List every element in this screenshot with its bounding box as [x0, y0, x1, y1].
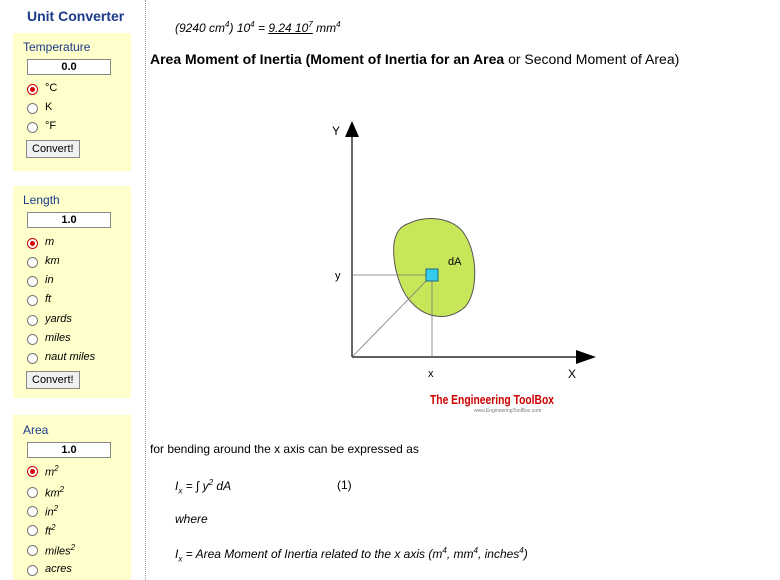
radio-label: $m^2$ [45, 464, 59, 479]
radio-label: m [45, 236, 55, 248]
sidebar [0, 0, 145, 580]
engineering-toolbox-url: www.EngineeringToolBox.com [474, 408, 542, 414]
temperature-panel [13, 33, 131, 171]
radio-label: miles$^2$ [45, 543, 76, 558]
radio-button[interactable] [27, 257, 38, 268]
radio-label: °F [45, 120, 57, 132]
x-coordinate-label: x [428, 368, 434, 380]
length-input[interactable]: 1.0 [27, 212, 111, 228]
page-title: Area Moment of Inertia (Moment of Inertia for an Area or Second Moment of Area) [150, 51, 680, 67]
engineering-toolbox-logo: The Engineering ToolBox [430, 392, 555, 407]
radio-button[interactable] [27, 276, 38, 287]
main-content [150, 0, 780, 580]
radio-button[interactable] [27, 353, 38, 364]
y-axis-arrow [345, 121, 359, 137]
area-panel [13, 415, 131, 580]
radio-button[interactable] [27, 545, 38, 556]
radio-button[interactable] [27, 334, 38, 345]
temperature-convert-button[interactable]: Convert! [26, 140, 80, 158]
radio-button-checked[interactable] [27, 84, 38, 95]
y-coordinate-label: y [335, 270, 341, 282]
unit-converter-title: Unit Converter [27, 8, 125, 24]
radio-label: acres [45, 563, 72, 575]
sidebar-divider [145, 0, 146, 580]
where-text: where [175, 512, 208, 526]
area-label: Area [23, 423, 49, 437]
radio-button[interactable] [27, 487, 38, 498]
radio-label: yards [45, 313, 72, 325]
radio-button-checked[interactable] [27, 238, 38, 249]
x-axis-label: X [568, 367, 577, 381]
x-axis-arrow [576, 350, 596, 364]
equation-number: (1) [337, 478, 352, 492]
radio-button[interactable] [27, 565, 38, 576]
radio-button[interactable] [27, 525, 38, 536]
conversion-formula: (9240 $cm^4$) $10^4 = 9.24$ $10^7$ $mm^4$ [175, 20, 341, 35]
radio-label: km [45, 255, 60, 267]
radio-button[interactable] [27, 122, 38, 133]
temperature-label: Temperature [23, 40, 91, 54]
radio-label: in [45, 274, 54, 286]
radio-label: naut miles [45, 351, 96, 363]
radio-label: $in^2$ [45, 504, 59, 519]
length-panel [13, 186, 131, 398]
radio-label: K [45, 101, 53, 113]
length-convert-button[interactable]: Convert! [26, 371, 80, 389]
radius-line [352, 275, 432, 357]
equation-1: $I_x$ = ∫ $y^2$ dA [175, 478, 232, 496]
bending-description: for bending around the x axis can be expressed as [150, 442, 419, 456]
radio-button[interactable] [27, 103, 38, 114]
length-label: Length [23, 193, 60, 207]
radio-label: miles [45, 332, 71, 344]
da-marker [426, 269, 438, 281]
area-input[interactable]: 1.0 [27, 442, 111, 458]
temperature-input[interactable]: 0.0 [27, 59, 111, 75]
area-moment-diagram [330, 115, 630, 415]
ix-definition: $I_x$ = Area Moment of Inertia related to the x axis ($m^4$, $mm^4$, inches$^4$) [175, 546, 528, 564]
radio-button[interactable] [27, 506, 38, 517]
radio-button-checked[interactable] [27, 466, 38, 477]
y-axis-label: Y [332, 124, 341, 138]
da-label: dA [448, 256, 462, 268]
radio-label: ft [45, 293, 52, 305]
radio-label: °C [45, 82, 58, 94]
radio-button[interactable] [27, 315, 38, 326]
radio-label: $ft^2$ [45, 523, 56, 538]
radio-label: $km^2$ [45, 485, 65, 500]
radio-button[interactable] [27, 295, 38, 306]
